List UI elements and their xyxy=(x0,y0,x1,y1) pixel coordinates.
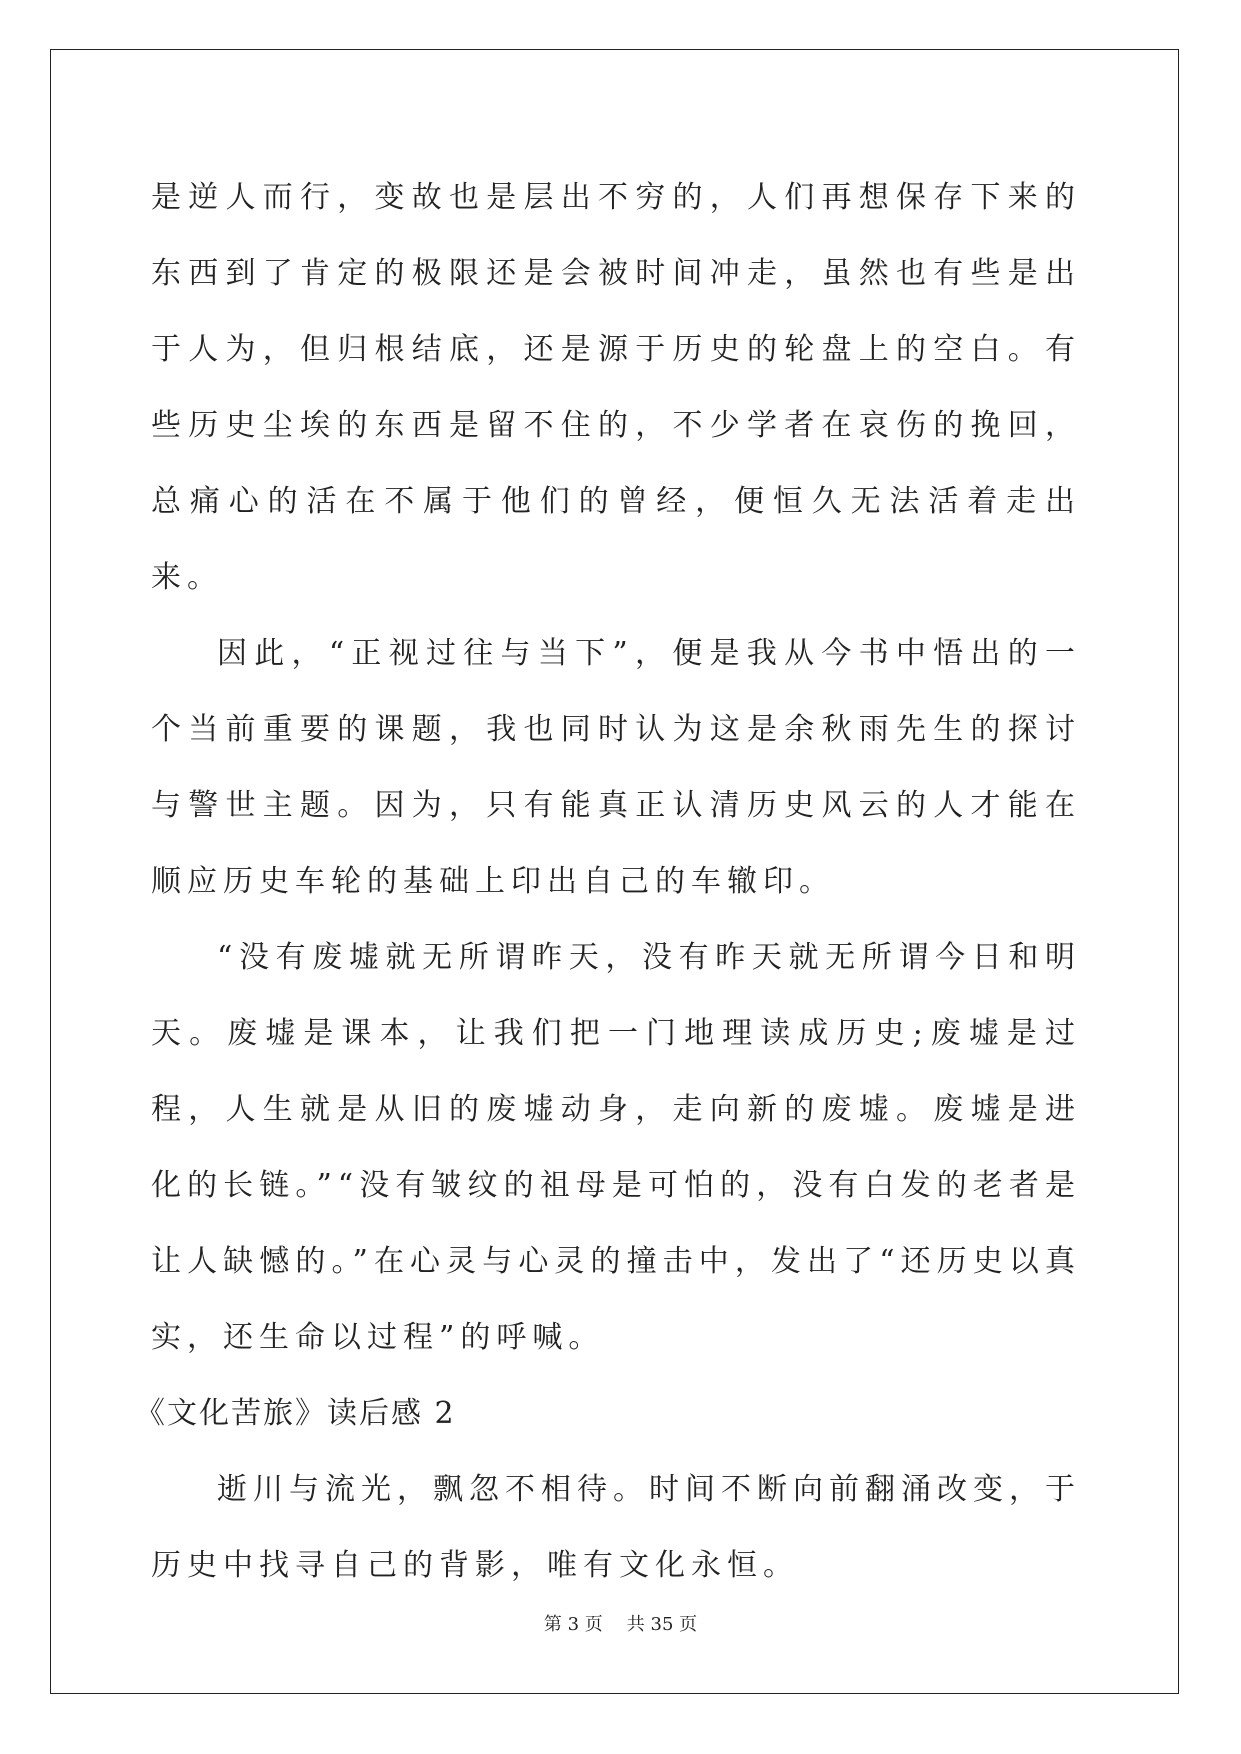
page-number: 第 3 页 xyxy=(543,1614,603,1635)
paragraph-2: 因此，“正视过往与当下”，便是我从今书中悟出的一个当前重要的课题，我也同时认为这是余秋雨先生的探讨与警世主题。因为，只有能真正认清历史风云的人才能在顺应历史车轮的基础上印出自己的车辙印。 xyxy=(151,636,1081,899)
document-body xyxy=(135,160,1081,1604)
paragraph-1: 是逆人而行，变故也是层出不穷的，人们再想保存下来的东西到了肯定的极限还是会被时间冲走，虽然也有些是出于人为，但归根结底，还是源于历史的轮盘上的空白。有些历史尘埃的东西是留不住的，不少学者在哀伤的挽回，总痛心的活在不属于他们的曾经，便恒久无法活着走出来。 xyxy=(151,180,1081,595)
section-heading: 《文化苦旅》读后感 2 xyxy=(135,1396,456,1431)
paragraph-4: 逝川与流光，飘忽不相待。时间不断向前翻涌改变，于历史中找寻自己的背影，唯有文化永恒。 xyxy=(151,1472,1081,1583)
page-footer xyxy=(0,1610,1241,1636)
page-total: 共 35 页 xyxy=(626,1614,698,1635)
paragraph-3: “没有废墟就无所谓昨天，没有昨天就无所谓今日和明天。废墟是课本，让我们把一门地理读成历史;废墟是过程，人生就是从旧的废墟动身，走向新的废墟。废墟是进化的长链。”“没有皱纹的祖母是可怕的，没有白发的老者是让人缺憾的。”在心灵与心灵的撞击中，发出了“还历史以真实，还生命以过程”的呼喊。 xyxy=(151,940,1081,1355)
